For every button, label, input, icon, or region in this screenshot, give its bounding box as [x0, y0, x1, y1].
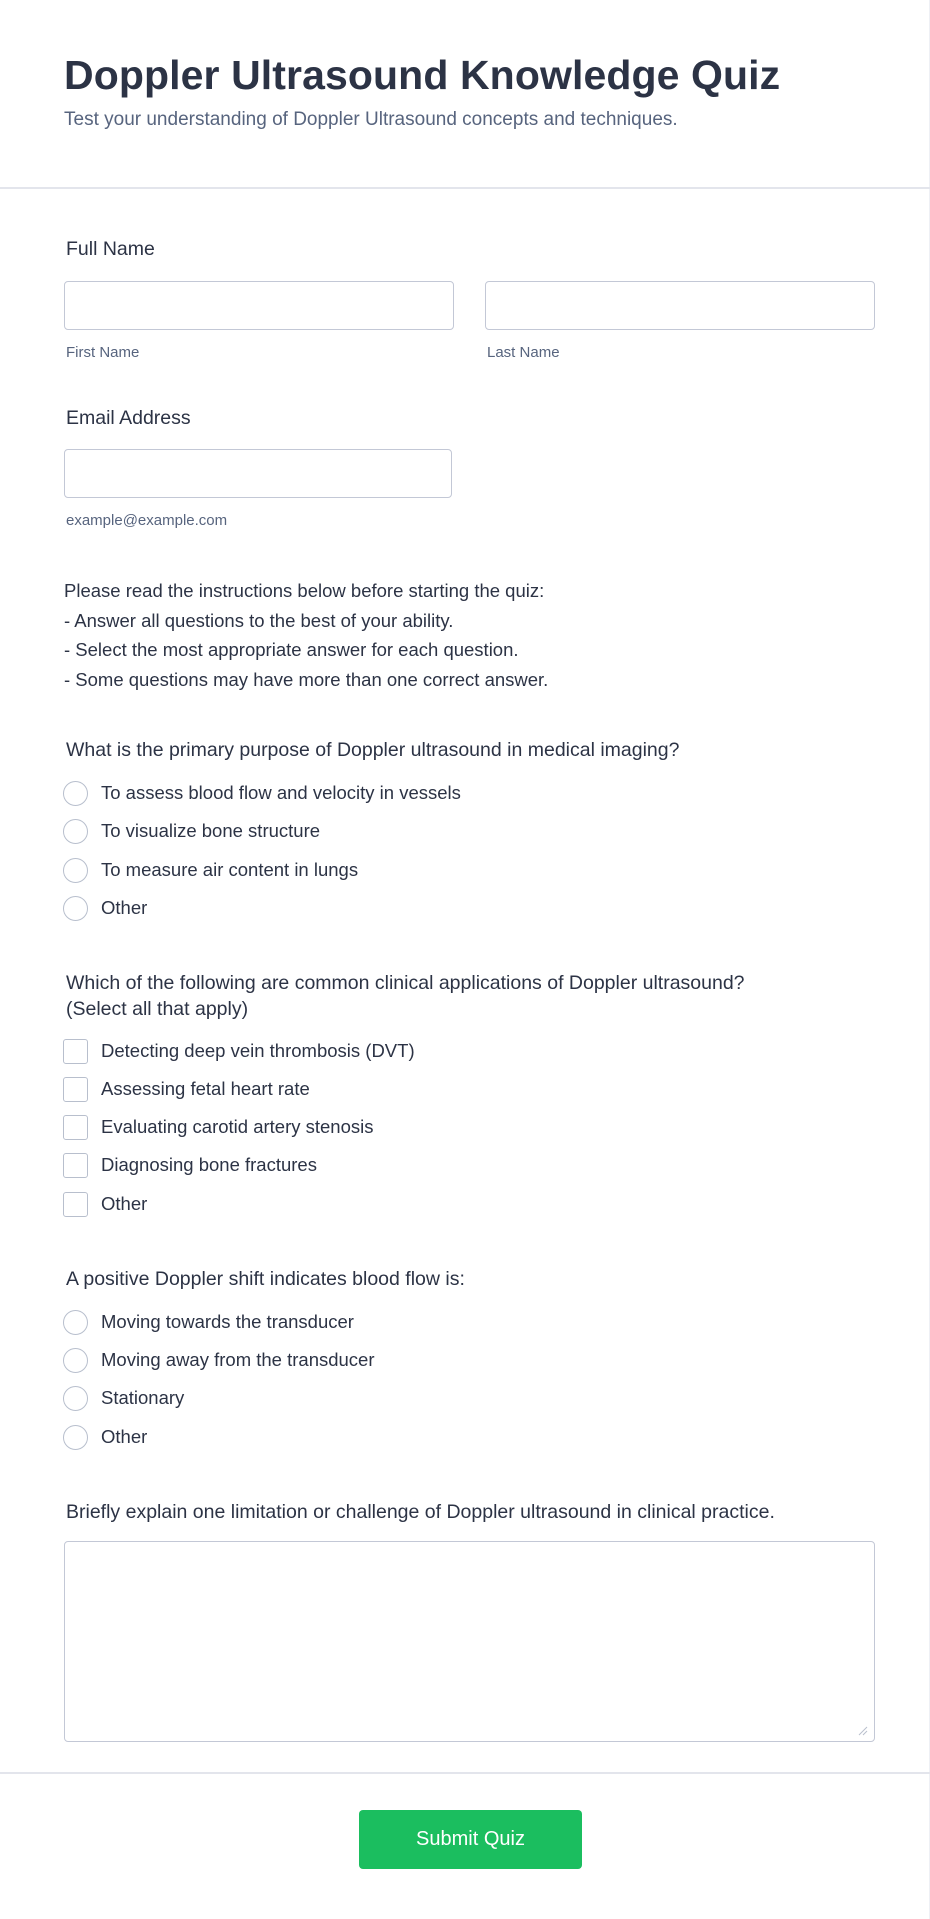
question-3-option[interactable] [63, 1309, 354, 1335]
question-2-option[interactable] [63, 1114, 374, 1140]
question-2-option[interactable] [63, 1152, 317, 1178]
question-2-label-line: (Select all that apply) [66, 998, 249, 1020]
submit-quiz-button[interactable]: Submit Quiz [359, 1810, 582, 1869]
last-name-sublabel: Last Name [487, 344, 560, 361]
email-hint: example@example.com [66, 512, 228, 529]
question-2-option[interactable] [63, 1076, 310, 1102]
question-1-option[interactable] [63, 780, 461, 806]
checkbox[interactable] [63, 1153, 88, 1178]
first-name-input[interactable] [64, 281, 454, 330]
instructions-line: Please read the instructions below before starting the quiz: [64, 580, 545, 601]
last-name-input[interactable] [485, 281, 875, 330]
answer-textarea[interactable] [64, 1541, 875, 1742]
question-1-option[interactable] [63, 857, 358, 883]
option-label: To measure air content in lungs [101, 859, 359, 880]
option-label: Moving towards the transducer [101, 1311, 354, 1332]
question-1-option[interactable] [63, 895, 147, 921]
option-label: Assessing fetal heart rate [101, 1078, 310, 1099]
option-label: Diagnosing bone fractures [101, 1154, 317, 1175]
radio-button[interactable] [63, 781, 88, 806]
option-label: To visualize bone structure [101, 820, 321, 841]
question-2-label-line: Which of the following are common clinical applications of Doppler ultrasound? [66, 972, 745, 994]
page-subtitle: Test your understanding of Doppler Ultrasound concepts and techniques. [64, 109, 678, 130]
instructions-line: - Some questions may have more than one correct answer. [64, 668, 549, 690]
instructions-text [64, 576, 548, 694]
checkbox[interactable] [63, 1115, 88, 1140]
page-title: Doppler Ultrasound Knowledge Quiz [64, 52, 781, 98]
option-label: Other [101, 897, 148, 918]
question-3-label: A positive Doppler shift indicates blood flow is: [66, 1268, 465, 1290]
instructions-line: - Select the most appropriate answer for each question. [64, 639, 519, 660]
email-input[interactable] [64, 449, 452, 498]
full-name-label: Full Name [66, 238, 155, 260]
option-label: Stationary [101, 1387, 185, 1408]
option-label: Other [101, 1193, 148, 1214]
option-label: Evaluating carotid artery stenosis [101, 1116, 374, 1137]
question-2-option[interactable] [63, 1038, 415, 1064]
radio-button[interactable] [63, 858, 88, 883]
question-2-option[interactable] [63, 1191, 147, 1217]
checkbox[interactable] [63, 1039, 88, 1064]
first-name-sublabel: First Name [66, 344, 140, 361]
question-4-label: Briefly explain one limitation or challenge of Doppler ultrasound in clinical practice. [66, 1501, 775, 1523]
question-2-label [66, 970, 745, 1022]
question-1-label: What is the primary purpose of Doppler ultrasound in medical imaging? [66, 739, 680, 761]
option-label: To assess blood flow and velocity in vessels [101, 782, 461, 803]
footer-divider [0, 1772, 930, 1774]
question-3-option[interactable] [63, 1347, 375, 1373]
radio-button[interactable] [63, 896, 88, 921]
option-label: Other [101, 1426, 148, 1447]
instructions-line: - Answer all questions to the best of your ability. [64, 609, 454, 631]
option-label: Moving away from the transducer [101, 1349, 375, 1370]
radio-button[interactable] [63, 1348, 88, 1373]
question-3-option[interactable] [63, 1424, 147, 1450]
radio-button[interactable] [63, 1386, 88, 1411]
question-1-option[interactable] [63, 818, 320, 844]
header-divider [0, 187, 930, 189]
radio-button[interactable] [63, 1425, 88, 1450]
option-label: Detecting deep vein thrombosis (DVT) [101, 1040, 415, 1061]
resize-grip-icon[interactable] [858, 1726, 868, 1736]
email-label: Email Address [66, 407, 191, 429]
checkbox[interactable] [63, 1077, 88, 1102]
radio-button[interactable] [63, 819, 88, 844]
question-3-option[interactable] [63, 1385, 184, 1411]
radio-button[interactable] [63, 1310, 88, 1335]
checkbox[interactable] [63, 1192, 88, 1217]
